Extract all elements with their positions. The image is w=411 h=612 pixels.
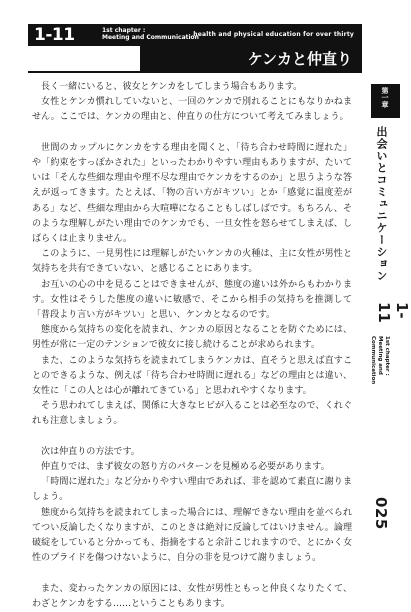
paragraph: このように、一見男性には理解しがたいケンカの火種は、主に女性が男性と気持ちを共有できていない、と感じることにあります。 (32, 249, 352, 275)
paragraph: 態度から気持ちの変化を読まれ、ケンカの原因となることを防ぐためには、男性が常に一定のテンションで彼女に接し続けることが求められます。 (32, 325, 352, 351)
series-title: health and physical education for over thirty (193, 31, 354, 38)
side-section-number: 1-11 (375, 302, 411, 323)
chapter-label-line1: 1st chapter : (102, 27, 146, 34)
chapter-header-bar (28, 24, 362, 46)
paragraph-gap (32, 430, 352, 445)
paragraph: お互いの心の中を見ることはできませんが、態度の違いは外からもわかります。女性はそうした態度の違いに敏感で、そこから相手の気持ちを推測して「普段より言い方がキツい」と思い、ケンカとなるのです。 (32, 279, 352, 321)
paragraph: そう思われてしまえば、関係に大きなヒビが入ることは必至なので、くれぐれも注意しましょう。 (32, 401, 352, 427)
paragraph: 「時間に遅れた」など分かりやすい理由であれば、非を認めて素直に謝りましょう。 (32, 477, 352, 503)
paragraph: 仲直りでは、まず彼女の怒り方のパターンを見極める必要があります。 (41, 462, 330, 473)
paragraph-gap (32, 126, 352, 141)
section-number: 1-11 (34, 25, 75, 45)
section-title-bar (140, 46, 362, 72)
side-section-subtitle: 1st chapter : Meeting and Communication (370, 336, 390, 385)
paragraph: また、変わったケンカの原因には、女性が男性ともっと仲良くなりたくて、わざとケンカをする……ということもあります。 (32, 583, 352, 609)
page-title: ケンカと仲直り (247, 50, 352, 68)
chapter-tab (371, 84, 400, 118)
chapter-tab-label: 第一章 (381, 87, 389, 108)
chapter-label-line2: Meeting and Communication (102, 34, 199, 41)
title-rule (28, 71, 362, 73)
paragraph-gap (32, 566, 352, 581)
paragraph: 次は仲直りの方法です。 (41, 446, 140, 457)
paragraph: また、このような気持ちを読まれてしまうケンカは、直そうと思えば直すことのできるような、例えば「待ち合わせ時間に遅れる」などの理由とは違い、女性に「この人とは心が離れてきている」と思われやすくなります。 (32, 355, 352, 397)
paragraph: 女性とケンカ慣れしていないと、一回のケンカで別れることにもなりかねません。ここでは、ケンカの理由と、仲直りの仕方について考えてみましょう。 (32, 97, 352, 123)
paragraph: 長く一緒にいると、彼女とケンカをしてしまう場合もあります。 (41, 82, 303, 92)
paragraph: 世間のカップルにケンカをする理由を聞くと、「待ち合わせ時間に遅れた」や「約束をすっぽかされた」といったわかりやすい理由もありますが、たいていは「そんな些細な理由や理不尽な理由でケンカをするのか」と思うような答えが返ってきます。たとえば、「物の言い方がキツい」とか「感覚に温度差がある」など、些細な理由から大喧嘩になることもしばしばです。もちろん、そのような理解しがたい理由でのケンカでも、一旦女性を怒らせてしまえば、しばらくは止まりません。 (32, 142, 352, 245)
page-number: 025 (372, 497, 390, 530)
side-chapter-title: 出会いとコミュニケーション (375, 126, 388, 282)
paragraph: 態度から気持ちを読まれてしまった場合には、理解できない理由を並べられてつい反論したくなりますが、このときは絶対に反論してはいけません。論理破綻をしていると分かっても、指摘をすると余計こじれますので、とにかく女性のプライドを傷つけないように、自分の非を見つけて謝りましょう。 (32, 507, 352, 564)
body-text (32, 80, 352, 612)
chapter-label (102, 27, 199, 41)
